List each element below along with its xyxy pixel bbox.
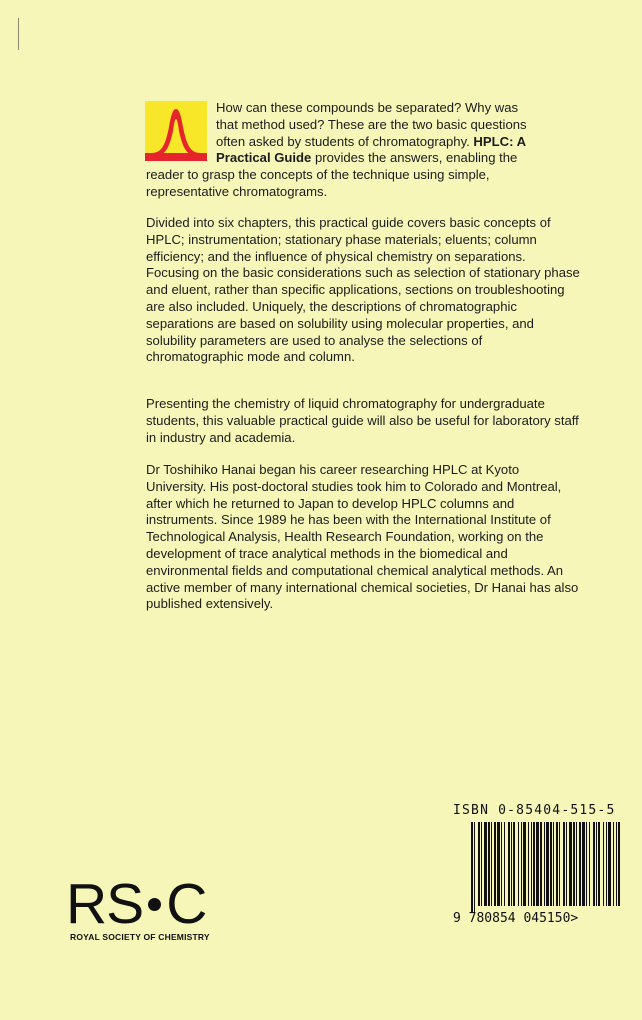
barcode-bar: [533, 822, 535, 906]
audience-paragraph-text: Presenting the chemistry of liquid chromatography for undergraduate students, this valuable practical guide will also be useful for laboratory staff in industry and academia.: [146, 396, 579, 445]
author-bio-paragraph: [146, 462, 580, 613]
publisher-tagline: ROYAL SOCIETY OF CHEMISTRY: [70, 932, 210, 942]
book-title-part-1: HPLC: A: [473, 133, 527, 149]
rsc-logo-left: RS: [66, 872, 144, 936]
barcode-bar: [553, 822, 554, 906]
book-title-part-2: Practical Guide: [216, 150, 312, 166]
audience-paragraph: [146, 396, 580, 446]
barcode-bar: [501, 822, 502, 906]
barcode-bar: [579, 822, 581, 906]
spine-crease-line: [18, 18, 19, 50]
barcode-bar: [521, 822, 522, 906]
intro-line-3: [146, 134, 580, 151]
barcode-bar: [484, 822, 487, 906]
barcode-bar: [559, 822, 560, 906]
intro-line-4: [146, 150, 580, 167]
intro-paragraph: [146, 100, 580, 201]
barcode-arrow: >: [570, 911, 579, 926]
barcode-bar: [606, 822, 607, 906]
barcode-bar: [518, 822, 519, 906]
author-bio-paragraph-text: Dr Toshihiko Hanai began his career researching HPLC at Kyoto University. His post-doctoral studies took him to Colorado and Montreal, after which he returned to Japan to develop HPLC columns and instruments. Since 1989 he has been with the International Institute of Technological Analysis, Health Research Foundation, working on the development of trace analytical methods in the biomedical and environmental fields and computational chemical analytical methods. An active member of many international chemical societies, Dr Hanai has also published extensively.: [146, 462, 579, 612]
barcode-bar: [556, 822, 558, 906]
barcode-bar: [550, 822, 552, 906]
isbn-label: ISBN 0-85404-515-5: [453, 803, 616, 818]
contents-paragraph-text: Divided into six chapters, this practical guide covers basic concepts of HPLC; instrumentation; stationary phase materials; eluents; column efficiency; and the influence of physical chemistry on separations. Focusing on the basic considerations such as selection of stationary phase and eluent, rather than specific applications, sections on troubleshooting are also included. Uniquely, the descriptions of chromatographic separations are based on solubility using molecular properties, and solubility parameters are used to analyse the selections of chromatographic mode and column.: [146, 215, 580, 365]
barcode-bar: [593, 822, 595, 906]
barcode-bar: [540, 822, 542, 906]
barcode-bar: [478, 822, 480, 906]
barcode-bar: [566, 822, 567, 906]
barcode-bar: [494, 822, 496, 906]
contents-paragraph: [146, 215, 580, 366]
intro-line-5: reader to grasp the concepts of the technique using simple,: [146, 167, 490, 183]
intro-line-6: representative chromatograms.: [146, 183, 328, 199]
rsc-logo-right: C: [166, 872, 207, 936]
barcode-bar: [488, 822, 490, 906]
barcode-bar: [573, 822, 575, 906]
barcode-bar: [613, 822, 614, 906]
barcode-number: 9 780854 045150: [453, 911, 571, 926]
barcode-bar: [528, 822, 529, 906]
barcode-bar: [531, 822, 532, 906]
barcode-bar: [596, 822, 597, 906]
barcode-bar: [508, 822, 510, 906]
intro-line-2: that method used? These are the two basic questions: [216, 116, 527, 132]
barcode-bar: [618, 822, 620, 906]
barcode-digits: [453, 911, 638, 926]
rsc-logo: [66, 872, 207, 936]
barcode-bar: [586, 822, 587, 906]
barcode-bar: [504, 822, 505, 906]
barcode-bar: [616, 822, 617, 906]
barcode-bar: [497, 822, 500, 906]
barcode-bar: [603, 822, 604, 906]
intro-line-4-text: provides the answers, enabling the: [311, 150, 518, 166]
barcode-bar: [589, 822, 590, 906]
intro-line-1: How can these compounds be separated? Why was: [216, 100, 519, 115]
barcode-bar: [569, 822, 572, 906]
barcode-bar: [582, 822, 585, 906]
barcode-bar: [563, 822, 565, 906]
intro-line-3-text: often asked by students of chromatography.: [216, 133, 470, 149]
barcode-bar: [491, 822, 492, 906]
barcode-bar: [536, 822, 539, 906]
barcode-bar: [481, 822, 482, 906]
barcode-bar: [544, 822, 545, 906]
barcode-icon: [471, 822, 621, 912]
barcode-bar: [471, 822, 473, 912]
barcode-bar: [576, 822, 577, 906]
barcode-bar: [474, 822, 475, 912]
barcode-bar: [523, 822, 526, 906]
barcode-bar: [598, 822, 600, 906]
barcode-bar: [608, 822, 611, 906]
barcode-bar: [546, 822, 549, 906]
barcode-bar: [513, 822, 515, 906]
rsc-logo-dot-icon: [148, 898, 161, 911]
barcode-bar: [511, 822, 512, 906]
